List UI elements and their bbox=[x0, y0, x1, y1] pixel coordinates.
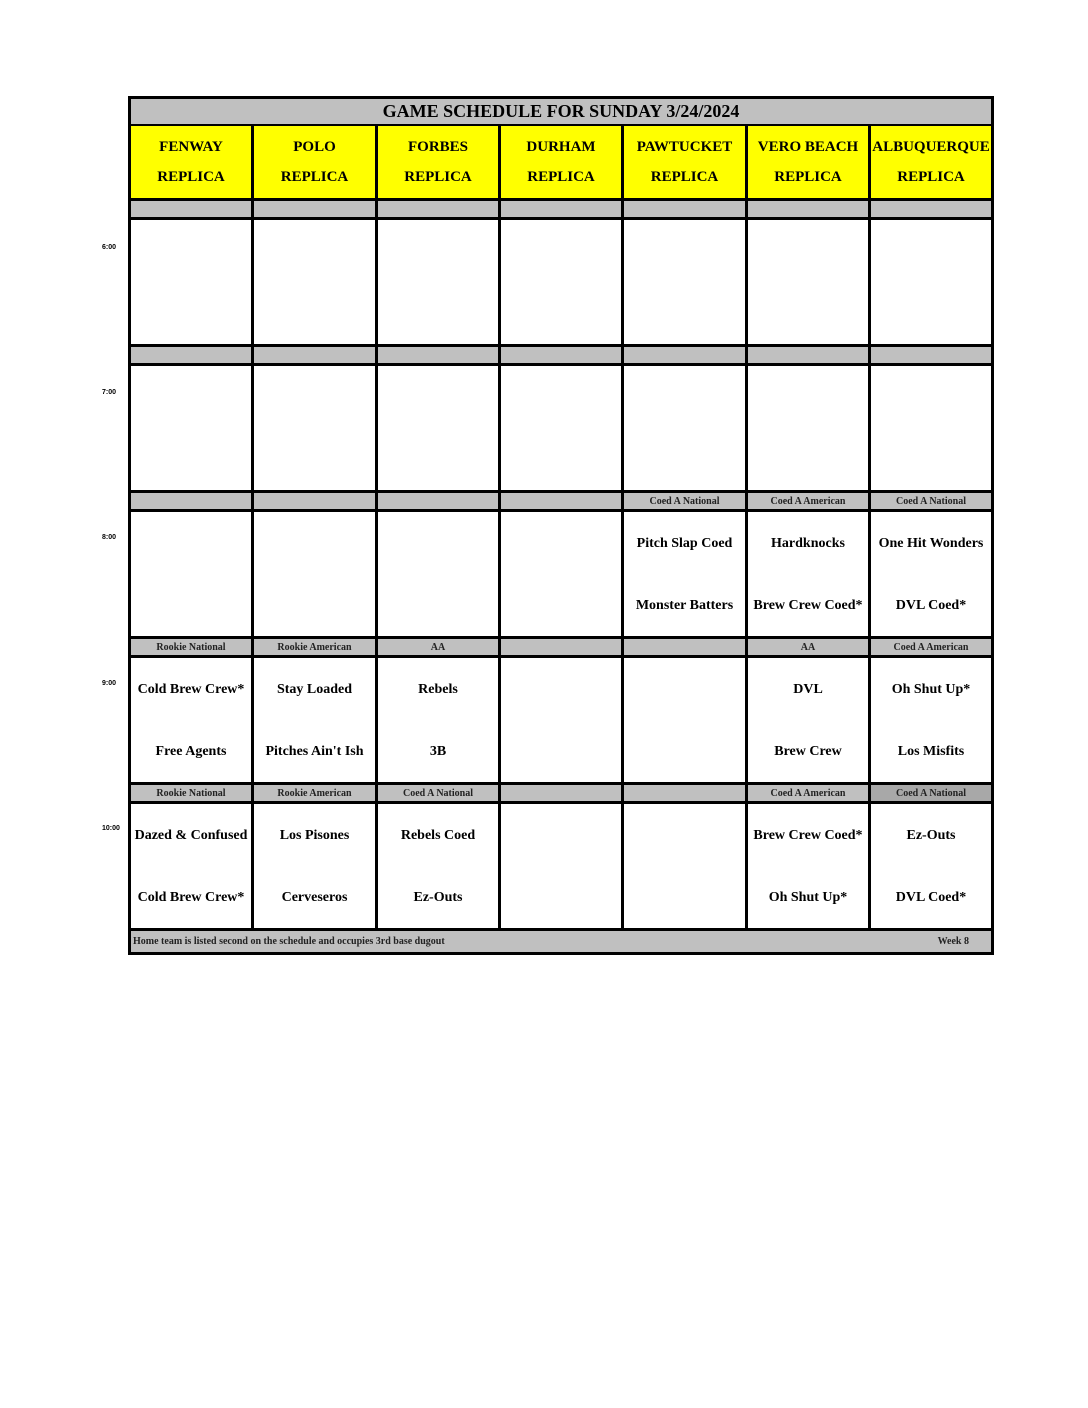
game-cell bbox=[624, 658, 748, 782]
game-cell bbox=[131, 512, 254, 636]
home-team: Monster Batters bbox=[635, 597, 734, 613]
division-label: Coed A National bbox=[624, 493, 748, 509]
away-team: Hardknocks bbox=[771, 535, 845, 551]
game-cell bbox=[131, 804, 254, 928]
game-cell bbox=[748, 804, 871, 928]
game-cell bbox=[254, 658, 378, 782]
field-header-fenway bbox=[131, 126, 254, 198]
field-type: REPLICA bbox=[157, 168, 225, 185]
game-cell bbox=[131, 366, 254, 490]
division-label bbox=[254, 347, 378, 363]
division-label bbox=[501, 347, 624, 363]
division-label: Rookie American bbox=[254, 785, 378, 801]
home-team: Brew Crew Coed* bbox=[753, 597, 863, 613]
division-label: Rookie National bbox=[131, 639, 254, 655]
game-cell bbox=[871, 658, 991, 782]
time-label-6: 6:00 bbox=[102, 244, 117, 251]
game-cell bbox=[748, 658, 871, 782]
schedule-title: GAME SCHEDULE FOR SUNDAY 3/24/2024 bbox=[131, 99, 991, 126]
home-team: Ez-Outs bbox=[413, 889, 463, 905]
division-label bbox=[378, 347, 501, 363]
away-team: One Hit Wonders bbox=[878, 535, 984, 551]
game-cell bbox=[501, 658, 624, 782]
game-cell bbox=[378, 366, 501, 490]
division-label: AA bbox=[378, 639, 501, 655]
away-team: DVL bbox=[793, 681, 823, 697]
game-cell bbox=[131, 658, 254, 782]
division-label: Coed A National bbox=[871, 493, 991, 509]
time-label-7: 7:00 bbox=[102, 389, 117, 396]
game-row bbox=[131, 658, 991, 785]
division-row bbox=[131, 347, 991, 366]
game-row bbox=[131, 366, 991, 493]
division-label bbox=[624, 785, 748, 801]
game-cell bbox=[624, 366, 748, 490]
field-header-vero-beach bbox=[748, 126, 871, 198]
division-label bbox=[748, 201, 871, 217]
time-label-8: 8:00 bbox=[102, 534, 117, 541]
division-label bbox=[871, 347, 991, 363]
game-cell bbox=[254, 220, 378, 344]
game-cell bbox=[624, 804, 748, 928]
division-label bbox=[131, 347, 254, 363]
week-label: Week 8 bbox=[937, 936, 969, 947]
division-label bbox=[748, 347, 871, 363]
game-cell bbox=[501, 804, 624, 928]
game-cell bbox=[748, 512, 871, 636]
game-cell bbox=[254, 512, 378, 636]
division-label bbox=[624, 639, 748, 655]
game-cell bbox=[624, 512, 748, 636]
away-team: Stay Loaded bbox=[276, 681, 353, 697]
division-label: Coed A American bbox=[748, 493, 871, 509]
away-team: Rebels bbox=[418, 681, 458, 697]
field-name: FORBES bbox=[407, 138, 468, 155]
division-label bbox=[131, 493, 254, 509]
division-label bbox=[378, 201, 501, 217]
home-team: Oh Shut Up* bbox=[768, 889, 848, 905]
away-team: Los Pisones bbox=[279, 827, 350, 843]
game-cell bbox=[254, 366, 378, 490]
game-row bbox=[131, 804, 991, 931]
away-team: Dazed & Confused bbox=[134, 827, 248, 843]
field-name: FENWAY bbox=[159, 138, 223, 155]
field-type: REPLICA bbox=[897, 168, 965, 185]
time-label-10: 10:00 bbox=[102, 825, 120, 832]
division-label bbox=[501, 201, 624, 217]
field-type: REPLICA bbox=[280, 168, 349, 185]
field-name: DURHAM bbox=[526, 138, 596, 155]
division-row bbox=[131, 639, 991, 658]
field-type: REPLICA bbox=[527, 168, 595, 185]
field-header-row bbox=[131, 126, 991, 201]
division-label bbox=[501, 493, 624, 509]
game-cell bbox=[254, 804, 378, 928]
away-team: Cold Brew Crew* bbox=[137, 681, 245, 697]
game-cell bbox=[378, 804, 501, 928]
away-team: Pitch Slap Coed bbox=[636, 535, 733, 551]
division-label bbox=[254, 201, 378, 217]
field-name: POLO bbox=[293, 138, 336, 155]
field-type: REPLICA bbox=[650, 168, 719, 185]
game-cell bbox=[871, 804, 991, 928]
field-name: PAWTUCKET bbox=[636, 138, 733, 155]
division-label: AA bbox=[748, 639, 871, 655]
division-label bbox=[501, 639, 624, 655]
division-label bbox=[624, 347, 748, 363]
home-team: Pitches Ain't Ish bbox=[265, 743, 364, 759]
game-cell bbox=[501, 366, 624, 490]
field-header-polo bbox=[254, 126, 378, 198]
game-cell bbox=[748, 220, 871, 344]
away-team: Rebels Coed bbox=[400, 827, 476, 843]
field-type: REPLICA bbox=[404, 168, 472, 185]
game-cell bbox=[748, 366, 871, 490]
division-label: Rookie American bbox=[254, 639, 378, 655]
game-cell bbox=[871, 220, 991, 344]
division-label: Coed A National bbox=[378, 785, 501, 801]
division-label bbox=[624, 201, 748, 217]
field-type: REPLICA bbox=[774, 168, 842, 185]
away-team: Oh Shut Up* bbox=[891, 681, 971, 697]
field-header-pawtucket bbox=[624, 126, 748, 198]
field-header-albuquerque bbox=[871, 126, 991, 198]
division-label bbox=[871, 201, 991, 217]
division-row bbox=[131, 493, 991, 512]
division-row bbox=[131, 201, 991, 220]
away-team: Brew Crew Coed* bbox=[753, 827, 863, 843]
schedule-footer bbox=[131, 931, 991, 952]
field-header-durham bbox=[501, 126, 624, 198]
game-cell bbox=[501, 220, 624, 344]
game-cell bbox=[871, 512, 991, 636]
game-row bbox=[131, 220, 991, 347]
away-team: Ez-Outs bbox=[906, 827, 956, 843]
division-label: Coed A National bbox=[871, 785, 991, 801]
division-label bbox=[131, 201, 254, 217]
field-name: ALBUQUERQUE bbox=[872, 138, 990, 155]
division-label: Rookie National bbox=[131, 785, 254, 801]
home-team: Cerveseros bbox=[281, 889, 348, 905]
division-label bbox=[254, 493, 378, 509]
division-label: Coed A American bbox=[871, 639, 991, 655]
time-slots bbox=[131, 201, 991, 931]
division-label bbox=[501, 785, 624, 801]
division-row bbox=[131, 785, 991, 804]
field-name: VERO BEACH bbox=[757, 138, 859, 155]
time-label-9: 9:00 bbox=[102, 680, 117, 687]
home-team: Los Misfits bbox=[897, 743, 965, 759]
game-cell bbox=[501, 512, 624, 636]
home-team: Free Agents bbox=[155, 743, 227, 759]
schedule-table bbox=[128, 96, 994, 955]
home-team: Brew Crew bbox=[774, 743, 842, 759]
field-header-forbes bbox=[378, 126, 501, 198]
home-team-note: Home team is listed second on the schedule and occupies 3rd base dugout bbox=[133, 936, 445, 947]
division-label bbox=[378, 493, 501, 509]
home-team: Cold Brew Crew* bbox=[137, 889, 245, 905]
game-row bbox=[131, 512, 991, 639]
home-team: 3B bbox=[429, 743, 447, 759]
division-label: Coed A American bbox=[748, 785, 871, 801]
game-cell bbox=[131, 220, 254, 344]
game-cell bbox=[378, 658, 501, 782]
home-team: DVL Coed* bbox=[895, 889, 967, 905]
game-cell bbox=[871, 366, 991, 490]
game-cell bbox=[624, 220, 748, 344]
game-cell bbox=[378, 220, 501, 344]
home-team: DVL Coed* bbox=[895, 597, 967, 613]
game-cell bbox=[378, 512, 501, 636]
